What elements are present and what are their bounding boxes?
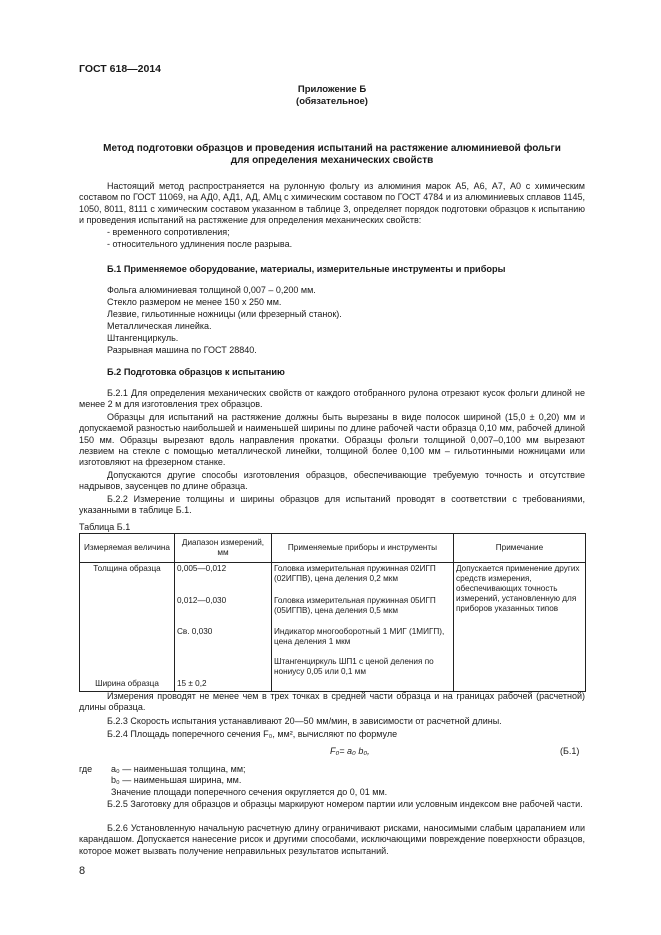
appendix-title: Приложение Б [297, 84, 367, 95]
list-item: Фольга алюминиевая толщиной 0,007 – 0,200 мм. [107, 285, 316, 295]
section-heading-b2: Б.2 Подготовка образцов к испытанию [107, 367, 285, 377]
table-header: Применяемые приборы и инструменты [272, 534, 454, 563]
list-item: Металлическая линейка. [107, 321, 212, 331]
document-header: ГОСТ 618—2014 [79, 63, 162, 75]
method-title-line-2: для определения механических свойств [230, 155, 434, 166]
appendix-subtitle: (обязательное) [296, 96, 368, 107]
list-item: Лезвие, гильотинные ножницы (или фрезерный станок). [107, 309, 342, 319]
paragraph-b2-methods: Допускаются другие способы изготовления образцов, обеспечивающие требуемую точность и отсутствие надрывов, заусенцев по длине образца. [79, 470, 585, 492]
table-row [80, 563, 586, 692]
section-heading-b1: Б.1 Применяемое оборудование, материалы, измерительные инструменты и приборы [107, 264, 506, 274]
range-value: Св. 0,030 [177, 627, 213, 636]
measurement-table [79, 533, 586, 692]
list-item: Стекло размером не менее 150 х 250 мм. [107, 297, 282, 307]
paragraph-b2-2: Б.2.2 Измерение толщины и ширины образцов для испытаний проводят в соответствии с требованиями, указанными в таблице Б.1. [79, 494, 585, 516]
quantity-width: Ширина образца [95, 679, 159, 688]
paragraph-b2-samples: Образцы для испытаний на растяжение должны быть вырезаны в виде полосок шириной (15,0 ± 0,20) мм и допускаемой разностью наибольшей и наименьшей ширины по длине рабочей части образца 0,10 мм, рабочей длиной 150 мм. Образцы вырезают вдоль направления прокатки. Образцы фольги толщиной 0,007–0,100 мм вырезают лезвием на стекле с помощью металлической линейки, толщиной более 0,100 мм – гильотинными ножницами или изготовляют на фрезерном станке. [79, 412, 585, 468]
formula: F₀= a₀ b₀, [330, 746, 370, 756]
quantity-thickness: Толщина образца [93, 564, 161, 573]
instrument-description: Головка измерительная пружинная 05ИГП (05ИГПВ), цена деления 0,5 мкм [274, 596, 436, 615]
paragraph-b2-3: Б.2.3 Скорость испытания устанавливают 20—50 мм/мин, в зависимости от расчетной длины. [107, 716, 502, 726]
paragraph-b2-5: Б.2.5 Заготовку для образцов и образцы маркируют номером партии или условным индексом вне рабочей части. [107, 799, 583, 809]
page-number: 8 [79, 865, 86, 877]
instrument-description: Головка измерительная пружинная 02ИГП (02ИГПВ), цена деления 0,2 мкм [274, 564, 436, 583]
paragraph-b2-6: Б.2.6 Установленную начальную расчетную длину ограничивают рисками, наносимыми слабым царапанием или карандашом. Допускается нанесение рисок и другими способами, исключающими повреждение поверхности образцов, которое может вызвать получение неправильных результатов испытаний. [79, 823, 585, 856]
range-value: 0,005—0,012 [177, 564, 227, 573]
paragraph-measurements: Измерения проводят не менее чем в трех точках в средней части образца и на границах рабочей (расчетной) длины образца. [79, 691, 585, 713]
intro-item: - относительного удлинения после разрыва. [107, 239, 293, 249]
where-label: где [79, 764, 93, 774]
method-title-line-1: Метод подготовки образцов и проведения испытаний на растяжение алюминиевой фольги [103, 143, 561, 154]
rounding-note: Значение площади поперечного сечения округляется до 0, 01 мм. [111, 787, 388, 797]
paragraph-b2-1: Б.2.1 Для определения механических свойств от каждого отобранного рулона отрезают кусок фольги длиной не менее 2 м для изготовления трех образцов. [79, 388, 585, 410]
instrument-description: Штангенциркуль ШП1 с ценой деления по нониусу 0,05 или 0,1 мм [274, 657, 434, 676]
table-header: Примечание [454, 534, 586, 563]
table-caption: Таблица Б.1 [79, 522, 131, 532]
table-header: Диапазон измерений, мм [175, 534, 272, 563]
table-header: Измеряемая величина [80, 534, 175, 563]
intro-paragraph: Настоящий метод распространяется на рулонную фольгу из алюминия марок А5, А6, А7, А0 с химическим составом по ГОСТ 11069, на АД0, АД1, АД, АМц с химическим составом по ГОСТ 4784 и из алюминиевых сплавов 1145, 1050, 8011, 8111 с химическим составом указанном в таблице 3, определяет порядок подготовки образцов к испытанию и проведения испытаний на растяжение для определения механических свойств: [79, 181, 585, 225]
list-item: Штангенциркуль. [107, 333, 179, 343]
table-note: Допускается применение других средств измерения, обеспечивающих точность измерений, установленную для приборов указанных типов [454, 563, 586, 692]
definition-a0: a₀ — наименьшая толщина, мм; [111, 764, 246, 774]
formula-number: (Б.1) [560, 746, 580, 756]
range-value: 0,012—0,030 [177, 596, 227, 605]
range-value: 15 ± 0,2 [177, 679, 207, 688]
list-item: Разрывная машина по ГОСТ 28840. [107, 345, 257, 355]
paragraph-b2-4: Б.2.4 Площадь поперечного сечения F₀, мм², вычисляют по формуле [107, 729, 398, 739]
intro-item: - временного сопротивления; [107, 227, 230, 237]
definition-b0: b₀ — наименьшая ширина, мм. [111, 775, 242, 785]
instrument-description: Индикатор многооборотный 1 МИГ (1МИГП), цена деления 1 мкм [274, 627, 445, 646]
